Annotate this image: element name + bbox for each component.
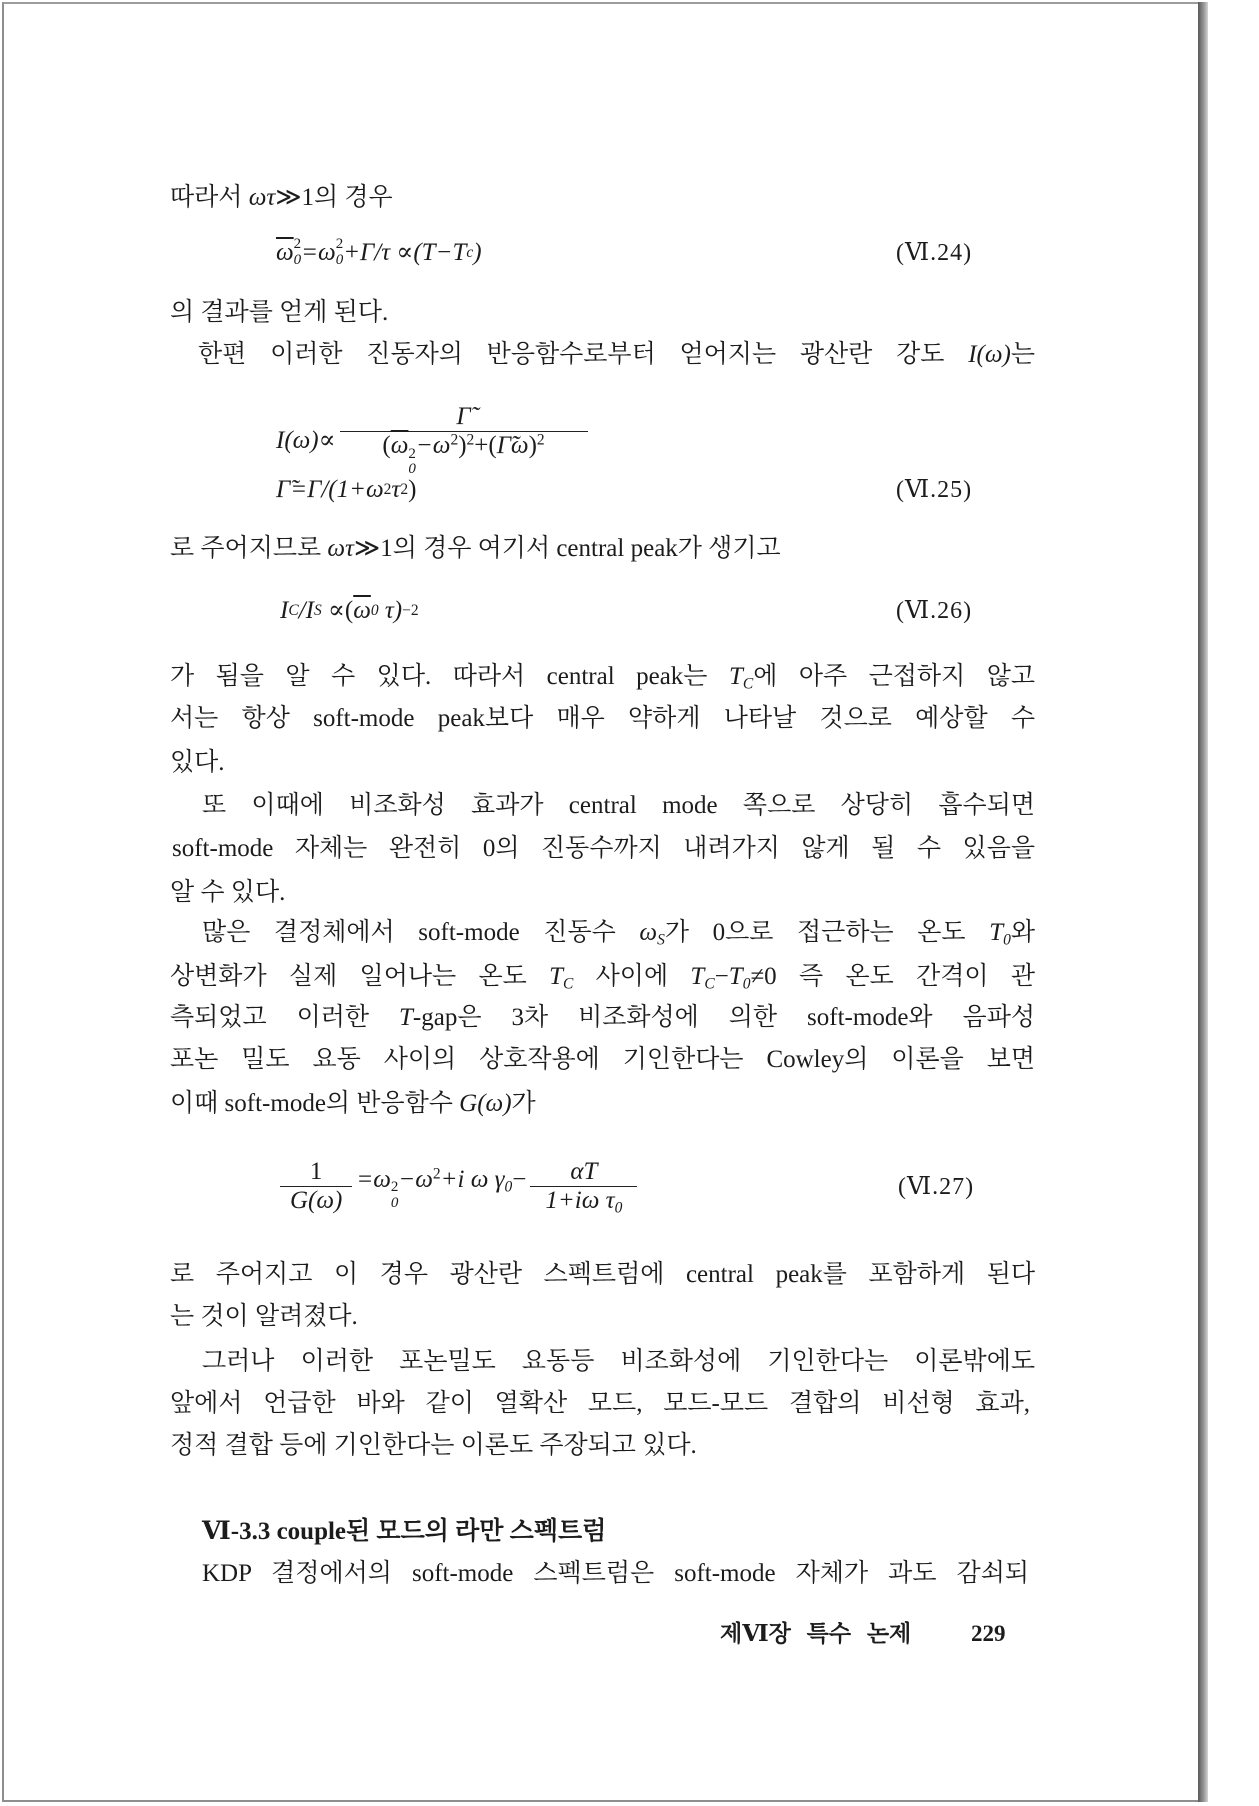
body-line: 또 이때에 비조화성 효과가 central mode 쪽으로 상당히 흡수되면 <box>202 792 1035 819</box>
fraction-numerator: 1 <box>309 1158 323 1185</box>
math-symbol: τ) <box>378 597 403 624</box>
subscript: 0 <box>504 1178 513 1196</box>
math-symbol: ) <box>408 476 417 503</box>
superscript: 2 <box>408 445 416 462</box>
body-line: 정적 결합 등에 기인한다는 이론도 주장되고 있다. <box>170 1432 697 1459</box>
body-line: KDP 결정에서의 soft-mode 스펙트럼은 soft-mode 자체가 과도 감쇠되 <box>202 1560 1029 1587</box>
equation-vi-27 <box>280 1158 641 1215</box>
subscript: 0 <box>390 1194 399 1211</box>
subscript: C <box>704 975 715 993</box>
text-segment: 따라서 <box>170 184 249 211</box>
math-symbol: Γ̃ω <box>496 432 529 459</box>
math-symbol: +i ω γ <box>440 1165 505 1193</box>
math-symbol: − <box>512 1165 527 1193</box>
page-number: 229 <box>971 1621 1006 1646</box>
subscript: 0 <box>742 975 751 993</box>
text-segment: 가 0으로 접근하는 온도 <box>664 919 990 946</box>
math-symbol: ( <box>382 432 391 459</box>
text-segment: 이때 soft-mode의 반응함수 <box>170 1090 460 1117</box>
math-symbol: I <box>280 597 289 624</box>
fraction-denominator <box>535 1187 632 1215</box>
math-inline: T <box>989 919 1004 946</box>
body-line: 포논 밀도 요동 사이의 상호작용에 기인한다는 Cowley의 이론을 보면 <box>170 1046 1035 1073</box>
superscript: 2 <box>335 236 344 253</box>
math-symbol: ) <box>458 432 467 459</box>
math-symbol: − <box>714 963 729 990</box>
math-symbol: +( <box>474 432 497 459</box>
subscript: C <box>562 975 574 993</box>
superscript: 2 <box>390 1179 399 1195</box>
body-line: 그러나 이러한 포논밀도 요동등 비조화성에 기인한다는 이론밖에도 <box>202 1348 1035 1375</box>
math-symbol: $\overline{\omega}$ <box>353 597 371 624</box>
sub-superscript <box>336 237 344 269</box>
math-inline: G(ω) <box>459 1090 512 1117</box>
fraction <box>530 1158 637 1215</box>
fraction <box>280 1158 352 1215</box>
subscript: 0 <box>408 461 416 478</box>
text-segment: -gap은 3차 비조화성에 의한 soft-mode와 음파성 <box>412 1004 1035 1031</box>
equation-label: (Ⅵ.27) <box>898 1174 975 1200</box>
text-segment: 로 주어지므로 <box>170 535 328 562</box>
math-inline: ωτ <box>248 184 276 211</box>
equation-vi-25-line2: Γ̃=Γ/(1+ω 2 τ 2 ) <box>276 472 416 508</box>
equation-label: (Ⅵ.25) <box>896 477 973 503</box>
math-inline: T <box>549 963 563 990</box>
text-segment: 와 <box>1010 919 1035 946</box>
text-segment: 가 됨을 알 수 있다. 따라서 central peak는 <box>170 663 729 690</box>
subscript: 0 <box>614 1199 623 1217</box>
equation-vi-26: I C /I S ∝( $\overline{\omega}$ 0 τ) −2 <box>280 593 419 629</box>
body-line: 서는 항상 soft-mode peak보다 매우 약하게 나타날 것으로 예상할 수 <box>170 705 1035 732</box>
text-segment: ≫1의 경우 <box>275 184 393 211</box>
subscript: C <box>742 675 754 693</box>
text-segment: 많은 결정체에서 soft-mode 진동수 <box>202 919 640 946</box>
body-line: soft-mode 자체는 완전히 0의 진동수까지 내려가지 않게 될 수 있음을 <box>172 835 1035 862</box>
superscript: 2 <box>466 431 475 449</box>
math-symbol: /I <box>298 597 314 624</box>
fraction-numerator: Γ̃ <box>456 403 471 430</box>
math-inline: T <box>690 963 705 990</box>
fraction <box>340 403 588 478</box>
math-symbol: $\overline{\omega}$ <box>276 239 294 266</box>
math-symbol: 1+iω τ <box>545 1187 615 1214</box>
subscript: S <box>657 931 665 949</box>
text-segment: 상변화가 실제 일어나는 온도 <box>170 963 550 990</box>
body-line <box>170 1086 536 1122</box>
equation-vi-25 <box>276 403 592 478</box>
body-line <box>202 915 1035 951</box>
body-line <box>170 180 393 216</box>
fraction-denominator: G(ω) <box>290 1187 343 1214</box>
math-symbol: ) <box>528 432 537 459</box>
math-inline: ω <box>639 919 658 946</box>
equation-middle <box>356 1162 526 1212</box>
subscript: 0 <box>335 252 344 268</box>
superscript: 2 <box>450 431 459 449</box>
body-line: 는 것이 알려졌다. <box>170 1303 358 1330</box>
math-symbol: ) <box>473 239 482 266</box>
text-segment: 에 아주 근접하지 않고 <box>753 663 1035 690</box>
equation-vi-24: $\overline{\omega}$ 0 2 =ω 0 2 +Γ/τ ∝(T−T c ) <box>276 235 482 271</box>
body-line: 있다. <box>170 749 225 776</box>
running-footer-title: 제Ⅵ장 특수 논제 <box>720 1621 912 1646</box>
math-symbol: $\overline{\omega}$ <box>390 432 409 459</box>
body-line <box>170 959 1035 995</box>
body-line: 알 수 있다. <box>170 879 286 906</box>
text-segment: 한편 이러한 진동자의 반응함수로부터 얻어지는 광산란 강도 <box>198 341 969 368</box>
math-symbol: Γ̃=Γ/(1+ω <box>276 476 384 503</box>
math-symbol: +Γ/τ ∝(T−T <box>343 239 467 266</box>
math-symbol: =ω <box>356 1165 391 1193</box>
body-line <box>198 337 1035 373</box>
equation-label: (Ⅵ.24) <box>896 240 973 266</box>
math-symbol: ∝( <box>321 597 354 624</box>
body-line <box>170 1000 1035 1036</box>
math-symbol: −ω <box>398 1165 433 1193</box>
fraction-numerator: αT <box>570 1158 598 1185</box>
sub-superscript <box>294 237 302 269</box>
math-symbol: −ω <box>415 432 451 459</box>
superscript: 2 <box>293 236 302 253</box>
equation-label: (Ⅵ.26) <box>896 598 973 624</box>
text-segment: 측되었고 이러한 <box>170 1004 399 1031</box>
subscript: 0 <box>293 252 302 268</box>
body-line: 로 주어지고 이 경우 광산란 스펙트럼에 central peak를 포함하게 된다 <box>170 1261 1035 1288</box>
body-line <box>170 531 781 567</box>
superscript: 2 <box>536 431 545 449</box>
text-segment: ≠0 즉 온도 간격이 관 <box>750 963 1035 990</box>
math-inline: T <box>728 663 743 690</box>
math-inline: T <box>399 1004 413 1031</box>
body-line: 앞에서 언급한 바와 같이 열확산 모드, 모드-모드 결합의 비선형 효과, <box>170 1390 1030 1417</box>
math-inline: T <box>728 963 743 990</box>
body-line: 의 결과를 얻게 된다. <box>170 299 389 326</box>
text-segment: 가 <box>511 1090 536 1117</box>
text-segment: ≫1의 경우 여기서 central peak가 생기고 <box>354 535 781 562</box>
math-symbol: =ω <box>301 239 336 266</box>
math-symbol: τ <box>391 476 401 503</box>
page-edge-shadow <box>1198 2 1208 1802</box>
text-segment: 사이에 <box>573 963 691 990</box>
superscript: 2 <box>432 1164 441 1182</box>
subscript: 0 <box>1003 931 1011 949</box>
equation-lhs: I(ω)∝ <box>276 426 336 454</box>
text-segment: 는 <box>1010 341 1035 368</box>
math-inline: ωτ <box>327 535 355 562</box>
body-line <box>170 659 1035 695</box>
section-heading: Ⅵ-3.3 couple된 모드의 라만 스펙트럼 <box>202 1518 607 1545</box>
math-inline: I(ω) <box>968 341 1011 368</box>
